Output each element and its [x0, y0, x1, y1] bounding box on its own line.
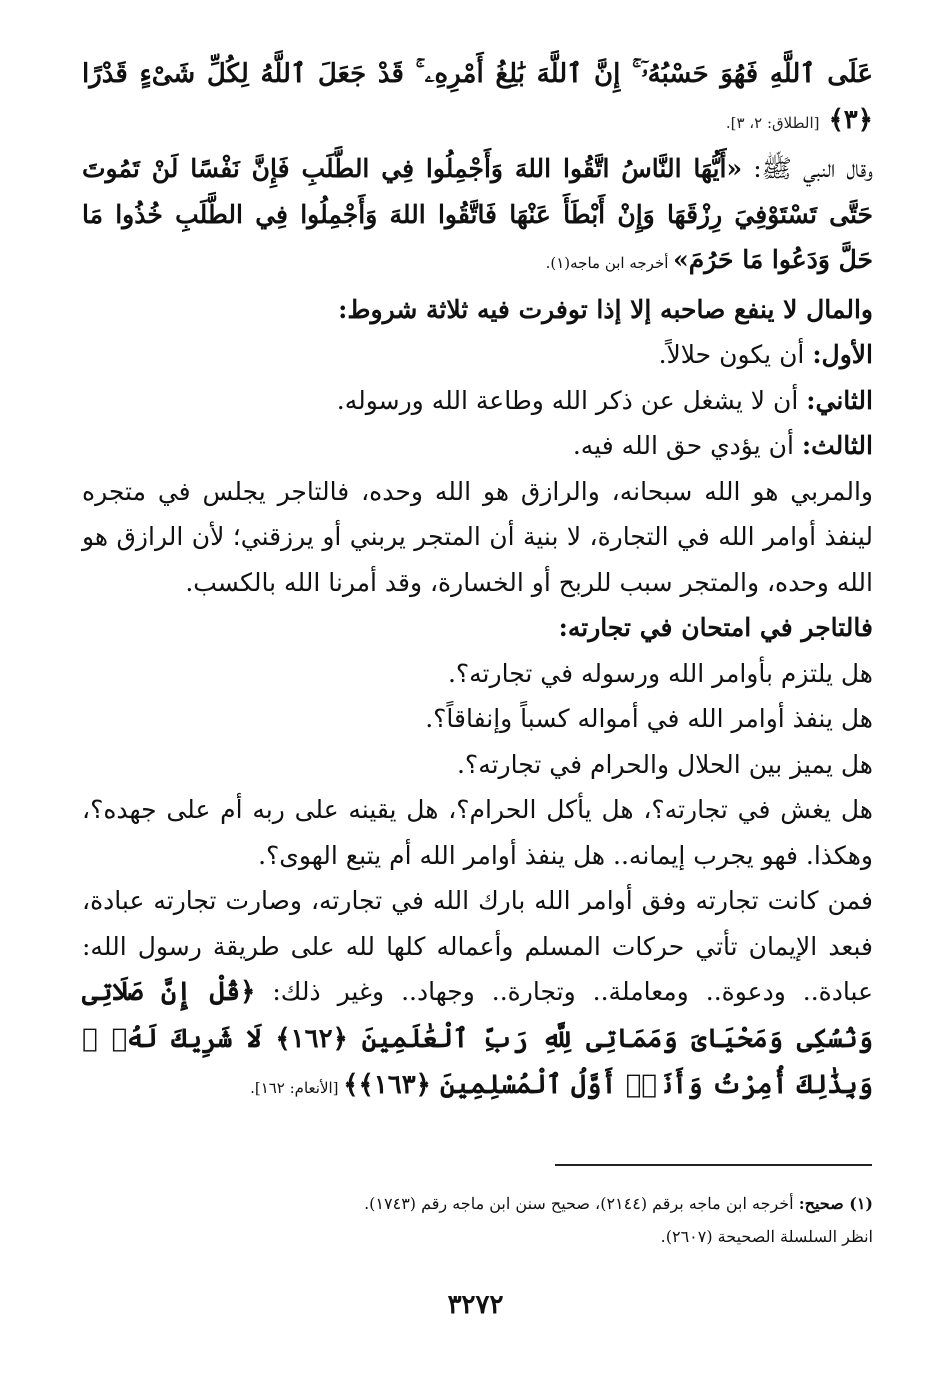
condition-second-text: أن لا يشغل عن ذكر الله وطاعة الله ورسوله. — [336, 385, 807, 415]
footnotes — [82, 1187, 873, 1253]
closing-paragraph — [82, 878, 873, 1112]
quran-verse-reference: [الطلاق: ٢، ٣]. — [725, 113, 820, 132]
hadith-intro: وقال النبي ﷺ: — [742, 154, 874, 183]
closing-text: فمن كانت تجارته وفق أوامر الله بارك الله في تجارته، وصارت تجارته عبادة، فبعد الإيمان تأتي حركات المسلم وأعماله كلها لله على طريقة رسول الله: عبادة.. ودعوة.. ومعاملة.. وتجارة.. وجهاد.. وغير ذلك: — [82, 886, 873, 1006]
conditions-heading: والمال لا ينفع صاحبه إلا إذا توفرت فيه ثلاثة شروط: — [338, 294, 873, 324]
exam-heading: فالتاجر في امتحان في تجارته: — [558, 613, 873, 642]
hadith-source: أخرجه ابن ماجه(١). — [545, 254, 674, 272]
question-4: هل يغش في تجارته؟، هل يأكل الحرام؟، هل يقينه على ربه أم على جهده؟، وهكذا. فهو يجرب إيمانه.. هل ينفذ أوامر الله أم يتبع الهوى؟. — [82, 795, 873, 870]
question-2: هل ينفذ أوامر الله في أمواله كسباً وإنفاقاً؟. — [425, 704, 873, 733]
merchant-paragraph: والمربي هو الله سبحانه، والرازق هو الله وحده، فالتاجر يجلس في متجره لينفذ أوامر الله في التجارة، لا بنية أن المتجر يربني أو يرزقني؛ لأن الرازق هو الله وحده، والمتجر سبب للربح أو الخسارة، وقد أمرنا الله بالكسب. — [82, 476, 873, 597]
quran-verse-text: عَلَى ٱللَّهِ فَهُوَ حَسْبُهُۥٓ ۚ إِنَّ ٱللَّهَ بَٰلِغُ أَمْرِهِۦ ۚ قَدْ جَعَلَ ٱللَّهُ لِكُلِّ شَىْءٍ قَدْرًا ﴿٣﴾ — [82, 59, 873, 135]
condition-third-label: الثالث: — [801, 431, 873, 460]
condition-second — [82, 378, 873, 424]
hadith-text: «أَيُّهَا النَّاسُ اتَّقُوا اللهَ وَأَجْمِلُوا فِي الطَّلَبِ فَإِنَّ نَفْسًا لَنْ تَمُوتَ حَتَّى تَسْتَوْفِيَ رِزْقَهَا وَإِنْ أَبْطَأَ عَنْهَا فَاتَّقُوا اللهَ وَأَجْمِلُوا فِي الطَّلَبِ خُذُوا مَا حَلَّ وَدَعُوا مَا حَرُمَ» — [82, 154, 873, 274]
condition-third-text: أن يؤدي حق الله فيه. — [572, 431, 802, 460]
question-3: هل يميز بين الحلال والحرام في تجارته؟. — [456, 749, 873, 779]
condition-third — [82, 423, 873, 469]
page-number: ٣٢٧٢ — [447, 1290, 504, 1320]
footnote-1 — [82, 1187, 873, 1220]
quran-verse-talaq — [82, 52, 873, 146]
hadith-paragraph — [82, 146, 873, 287]
condition-second-label: الثاني: — [806, 385, 873, 415]
quran-verse-anam-reference: [الأنعام: ١٦٢]. — [250, 1079, 344, 1097]
footnote-1-text: أخرجه ابن ماجه برقم (٢١٤٤)، صحيح سنن ابن ماجه رقم (١٧٤٣). — [364, 1194, 799, 1213]
condition-first — [82, 332, 873, 378]
footnote-1-marker: (١) صحيح: — [798, 1194, 873, 1213]
footnote-divider — [555, 1164, 872, 1166]
quran-verse-anam: ﴿قُلْ إِنَّ صَلَاتِى وَنُسُكِى وَمَحْيَاىَ وَمَمَاتِى لِلَّهِ رَبِّ ٱلْعَٰلَمِينَ ﴿١٦٢﴾ لَا شَرِيكَ لَهُۥ ۖ وَبِذَٰلِكَ أُمِرْتُ وَأَنَا۠ أَوَّلُ ٱلْمُسْلِمِينَ ﴿١٦٣﴾﴾ — [82, 977, 873, 1100]
question-1: هل يلتزم بأوامر الله ورسوله في تجارته؟. — [447, 658, 873, 688]
condition-first-label: الأول: — [812, 340, 873, 369]
condition-first-text: أن يكون حلالاً. — [658, 340, 813, 369]
footnote-1-continuation: انظر السلسلة الصحيحة (٢٦٠٧). — [660, 1227, 873, 1246]
